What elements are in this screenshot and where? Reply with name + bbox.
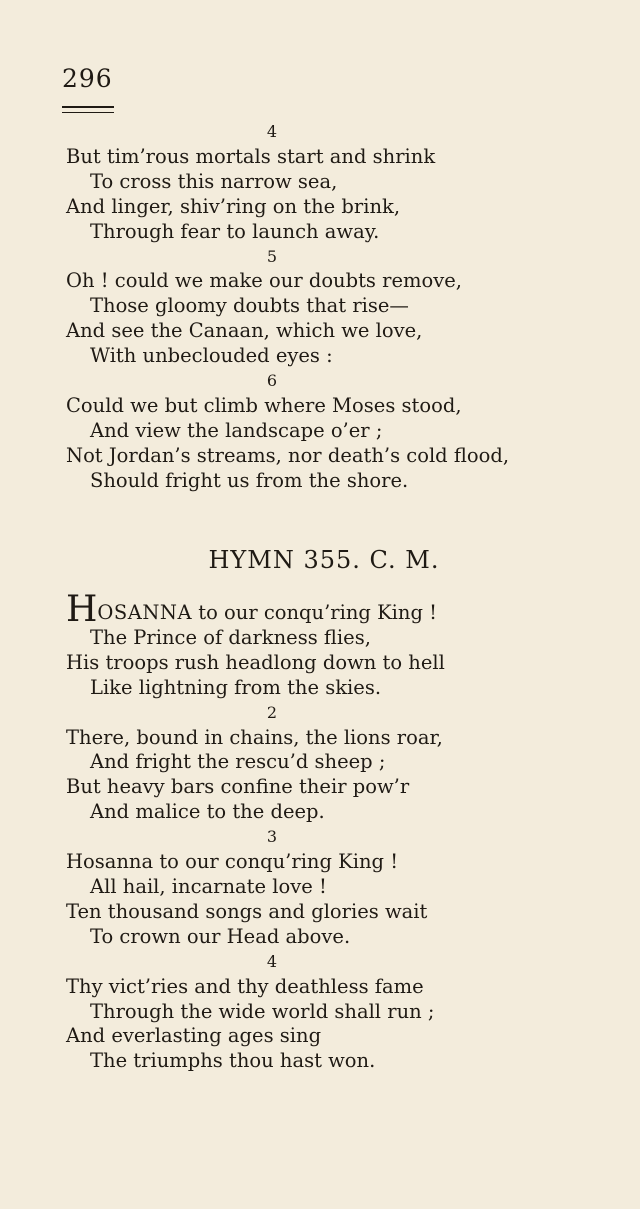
verse-line: Ten thousand songs and glories wait (66, 899, 428, 923)
verse-line: Through fear to launch away. (90, 219, 380, 243)
verse-line: The triumphs thou hast won. (90, 1049, 376, 1073)
page-number: 296 (62, 64, 113, 93)
verse-line: Not Jordan’s streams, nor death’s cold flood, (66, 443, 510, 467)
verse-line: And linger, shiv’ring on the brink, (66, 194, 401, 218)
verse-line: Could we but climb where Moses stood, (66, 393, 462, 417)
verse-line: Thy vict’ries and thy deathless fame (66, 974, 424, 998)
hymn-body (66, 589, 586, 1074)
verse-line: Should fright us from the shore. (90, 468, 409, 492)
first-line-rest: to our conqu’ring King ! (192, 601, 437, 624)
hymn-title: HYMN 355. C. M. (208, 546, 440, 574)
verse-line: Like lightning from the skies. (90, 675, 382, 699)
prev-hymn-continuation (66, 120, 586, 494)
verse-line: But heavy bars confine their pow’r (66, 775, 410, 799)
verse-line: With unbeclouded eyes : (90, 344, 333, 368)
verse-line: Through the wide world shall run ; (90, 999, 435, 1023)
verse-line: His troops rush headlong down to hell (66, 650, 445, 674)
verse-line: To crown our Head above. (90, 924, 351, 948)
stanza-number: 5 (266, 246, 278, 266)
verse-line: Those gloomy doubts that rise— (90, 294, 409, 318)
verse-line: To cross this narrow sea, (90, 169, 338, 193)
verse-line: And malice to the deep. (90, 800, 325, 824)
verse-line: Oh ! could we make our doubts remove, (66, 269, 462, 293)
stanza-number: 4 (266, 122, 278, 141)
verse-line: The Prince of darkness flies, (90, 625, 371, 649)
drop-cap: H (66, 589, 98, 630)
verse-line: All hail, incarnate love ! (90, 874, 327, 898)
verse-line: And fright the rescu’d sheep ; (90, 750, 386, 774)
verse-line: And see the Canaan, which we love, (66, 319, 423, 343)
stanza-number: 4 (266, 951, 278, 971)
header-rule (62, 106, 114, 113)
small-caps-word: OSANNA (97, 601, 193, 624)
verse-line-first (66, 589, 586, 630)
verse-line: But tim’rous mortals start and shrink (66, 144, 436, 168)
stanza-number: 6 (266, 371, 278, 391)
verse-line: And view the landscape o’er ; (90, 418, 383, 442)
verse-line: There, bound in chains, the lions roar, (66, 725, 443, 749)
stanza-number: 3 (266, 827, 278, 847)
verse-line: Hosanna to our conqu’ring King ! (66, 850, 399, 874)
verse-line: And everlasting ages sing (66, 1024, 322, 1048)
stanza-number: 2 (266, 702, 278, 722)
